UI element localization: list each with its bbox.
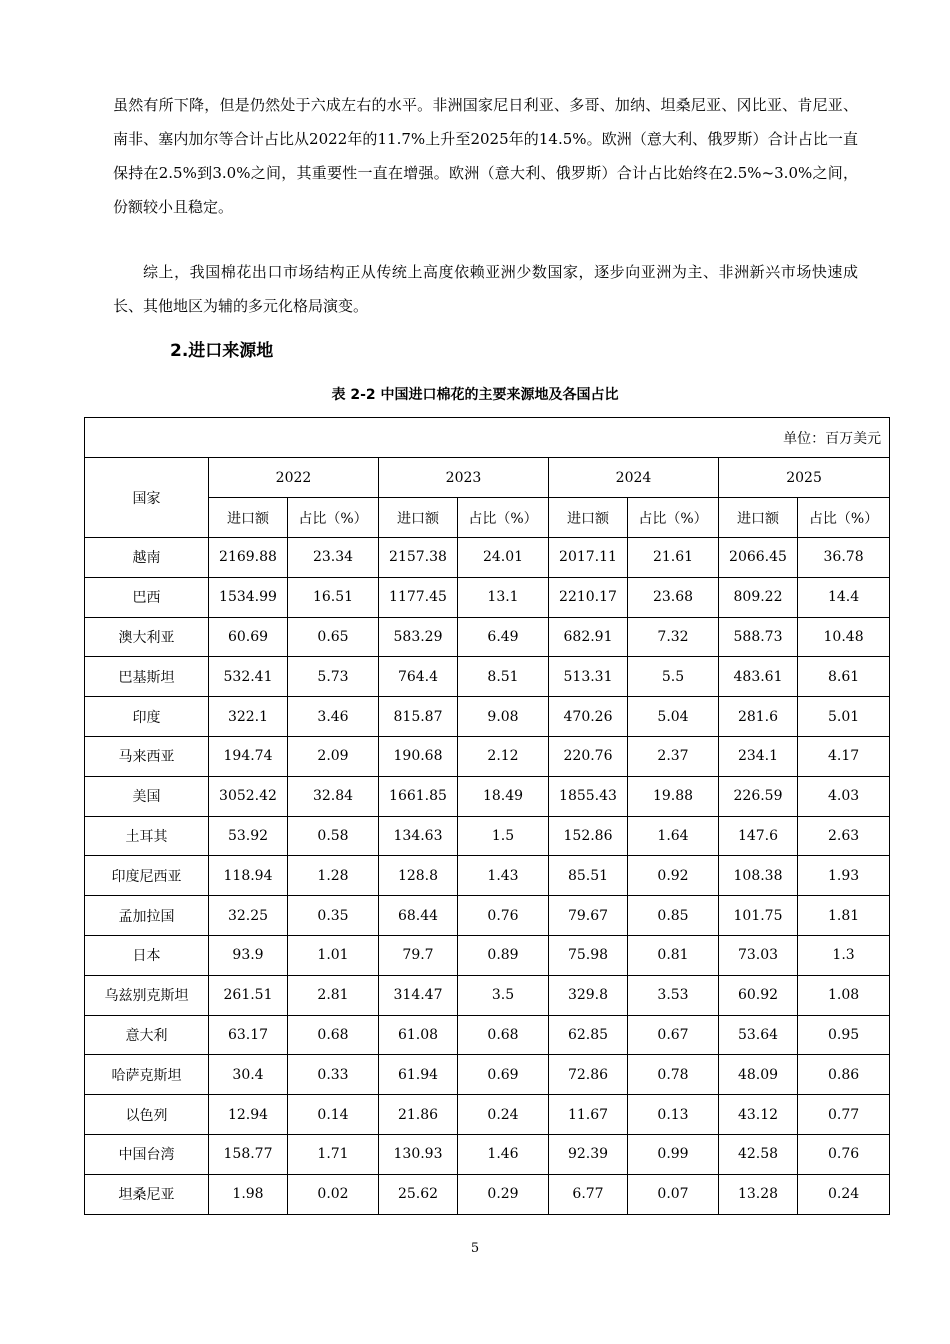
share-cell: 1.43	[458, 856, 549, 896]
import-sources-table	[84, 417, 890, 1215]
import-amount-cell: 147.6	[719, 816, 798, 856]
import-amount-cell: 194.74	[209, 736, 288, 776]
table-row	[85, 697, 890, 737]
share-cell: 2.63	[798, 816, 890, 856]
import-amount-cell: 3052.42	[209, 776, 288, 816]
share-cell: 0.85	[628, 896, 719, 936]
share-cell: 0.76	[798, 1134, 890, 1174]
import-amount-cell: 220.76	[549, 736, 628, 776]
import-amount-cell: 2210.17	[549, 577, 628, 617]
share-cell: 7.32	[628, 617, 719, 657]
table-row	[85, 1174, 890, 1214]
share-cell: 2.81	[288, 975, 379, 1015]
share-cell: 10.48	[798, 617, 890, 657]
share-cell: 5.73	[288, 657, 379, 697]
import-amount-header: 进口额	[549, 498, 628, 538]
share-header: 占比（%）	[628, 498, 719, 538]
table-row	[85, 856, 890, 896]
share-cell: 0.24	[458, 1095, 549, 1135]
share-cell: 0.68	[288, 1015, 379, 1055]
share-cell: 0.81	[628, 935, 719, 975]
import-amount-cell: 92.39	[549, 1134, 628, 1174]
import-amount-cell: 2017.11	[549, 538, 628, 578]
share-cell: 3.46	[288, 697, 379, 737]
year-header-row	[85, 458, 890, 498]
table-row	[85, 1055, 890, 1095]
import-amount-cell: 43.12	[719, 1095, 798, 1135]
import-amount-cell: 128.8	[379, 856, 458, 896]
share-cell: 2.37	[628, 736, 719, 776]
share-cell: 13.1	[458, 577, 549, 617]
share-cell: 5.01	[798, 697, 890, 737]
country-cell: 日本	[85, 935, 209, 975]
country-cell: 越南	[85, 538, 209, 578]
import-amount-cell: 6.77	[549, 1174, 628, 1214]
import-amount-cell: 483.61	[719, 657, 798, 697]
import-amount-cell: 118.94	[209, 856, 288, 896]
share-cell: 0.02	[288, 1174, 379, 1214]
country-cell: 哈萨克斯坦	[85, 1055, 209, 1095]
share-cell: 0.68	[458, 1015, 549, 1055]
share-cell: 0.13	[628, 1095, 719, 1135]
share-header: 占比（%）	[288, 498, 379, 538]
import-amount-header: 进口额	[209, 498, 288, 538]
share-cell: 14.4	[798, 577, 890, 617]
import-amount-cell: 53.64	[719, 1015, 798, 1055]
unit-label: 单位：百万美元	[85, 418, 890, 458]
import-amount-cell: 809.22	[719, 577, 798, 617]
import-amount-cell: 93.9	[209, 935, 288, 975]
country-cell: 土耳其	[85, 816, 209, 856]
import-amount-cell: 2157.38	[379, 538, 458, 578]
share-cell: 1.46	[458, 1134, 549, 1174]
import-amount-cell: 470.26	[549, 697, 628, 737]
share-cell: 32.84	[288, 776, 379, 816]
table-row	[85, 896, 890, 936]
import-amount-cell: 1.98	[209, 1174, 288, 1214]
table-row	[85, 736, 890, 776]
year-header: 2025	[719, 458, 890, 498]
import-amount-cell: 130.93	[379, 1134, 458, 1174]
share-cell: 0.92	[628, 856, 719, 896]
import-amount-cell: 190.68	[379, 736, 458, 776]
share-cell: 0.77	[798, 1095, 890, 1135]
import-amount-cell: 25.62	[379, 1174, 458, 1214]
table-row	[85, 577, 890, 617]
table-row	[85, 1095, 890, 1135]
share-cell: 16.51	[288, 577, 379, 617]
share-cell: 0.07	[628, 1174, 719, 1214]
import-amount-cell: 60.69	[209, 617, 288, 657]
import-amount-cell: 532.41	[209, 657, 288, 697]
import-amount-cell: 48.09	[719, 1055, 798, 1095]
table-row	[85, 776, 890, 816]
share-cell: 0.69	[458, 1055, 549, 1095]
import-amount-cell: 158.77	[209, 1134, 288, 1174]
share-cell: 1.3	[798, 935, 890, 975]
import-amount-cell: 79.7	[379, 935, 458, 975]
import-amount-cell: 152.86	[549, 816, 628, 856]
import-amount-cell: 72.86	[549, 1055, 628, 1095]
share-cell: 0.67	[628, 1015, 719, 1055]
import-amount-cell: 53.92	[209, 816, 288, 856]
import-amount-cell: 85.51	[549, 856, 628, 896]
import-amount-cell: 513.31	[549, 657, 628, 697]
country-cell: 澳大利亚	[85, 617, 209, 657]
import-amount-cell: 30.4	[209, 1055, 288, 1095]
import-amount-cell: 61.08	[379, 1015, 458, 1055]
import-amount-cell: 60.92	[719, 975, 798, 1015]
share-cell: 1.28	[288, 856, 379, 896]
table-row	[85, 975, 890, 1015]
share-cell: 4.17	[798, 736, 890, 776]
share-cell: 5.04	[628, 697, 719, 737]
table-row	[85, 816, 890, 856]
import-amount-cell: 1534.99	[209, 577, 288, 617]
share-cell: 0.78	[628, 1055, 719, 1095]
share-cell: 0.14	[288, 1095, 379, 1135]
import-amount-header: 进口额	[379, 498, 458, 538]
import-amount-cell: 62.85	[549, 1015, 628, 1055]
country-header: 国家	[85, 458, 209, 538]
import-amount-cell: 1177.45	[379, 577, 458, 617]
import-amount-cell: 2169.88	[209, 538, 288, 578]
share-cell: 1.81	[798, 896, 890, 936]
share-cell: 5.5	[628, 657, 719, 697]
country-cell: 巴西	[85, 577, 209, 617]
country-cell: 中国台湾	[85, 1134, 209, 1174]
table-row	[85, 1015, 890, 1055]
import-amount-cell: 322.1	[209, 697, 288, 737]
share-cell: 19.88	[628, 776, 719, 816]
import-amount-cell: 314.47	[379, 975, 458, 1015]
share-cell: 8.61	[798, 657, 890, 697]
share-header: 占比（%）	[798, 498, 890, 538]
share-cell: 23.34	[288, 538, 379, 578]
share-cell: 1.08	[798, 975, 890, 1015]
share-cell: 0.29	[458, 1174, 549, 1214]
import-amount-cell: 63.17	[209, 1015, 288, 1055]
table-row	[85, 617, 890, 657]
share-cell: 8.51	[458, 657, 549, 697]
import-amount-cell: 13.28	[719, 1174, 798, 1214]
import-amount-cell: 281.6	[719, 697, 798, 737]
share-cell: 1.01	[288, 935, 379, 975]
import-amount-cell: 588.73	[719, 617, 798, 657]
country-cell: 印度尼西亚	[85, 856, 209, 896]
share-cell: 1.71	[288, 1134, 379, 1174]
import-amount-cell: 261.51	[209, 975, 288, 1015]
country-cell: 坦桑尼亚	[85, 1174, 209, 1214]
share-cell: 21.61	[628, 538, 719, 578]
share-cell: 1.5	[458, 816, 549, 856]
table-caption: 表 2-2 中国进口棉花的主要来源地及各国占比	[331, 387, 619, 403]
share-cell: 36.78	[798, 538, 890, 578]
import-amount-cell: 1661.85	[379, 776, 458, 816]
import-amount-cell: 682.91	[549, 617, 628, 657]
share-cell: 24.01	[458, 538, 549, 578]
share-cell: 2.09	[288, 736, 379, 776]
share-cell: 9.08	[458, 697, 549, 737]
import-amount-cell: 234.1	[719, 736, 798, 776]
page-number: 5	[470, 1241, 480, 1256]
import-amount-cell: 75.98	[549, 935, 628, 975]
share-cell: 2.12	[458, 736, 549, 776]
share-cell: 0.58	[288, 816, 379, 856]
unit-row	[85, 418, 890, 458]
table-row	[85, 657, 890, 697]
country-cell: 巴基斯坦	[85, 657, 209, 697]
share-cell: 0.76	[458, 896, 549, 936]
country-cell: 印度	[85, 697, 209, 737]
share-cell: 0.99	[628, 1134, 719, 1174]
country-cell: 以色列	[85, 1095, 209, 1135]
share-cell: 0.33	[288, 1055, 379, 1095]
share-cell: 0.35	[288, 896, 379, 936]
country-cell: 马来西亚	[85, 736, 209, 776]
share-cell: 0.95	[798, 1015, 890, 1055]
share-cell: 3.5	[458, 975, 549, 1015]
import-amount-cell: 42.58	[719, 1134, 798, 1174]
import-amount-cell: 1855.43	[549, 776, 628, 816]
import-amount-cell: 101.75	[719, 896, 798, 936]
import-amount-cell: 73.03	[719, 935, 798, 975]
paragraph-export-markets: 虽然有所下降，但是仍然处于六成左右的水平。非洲国家尼日利亚、多哥、加纳、坦桑尼亚、冈比亚、肯尼亚、南非、塞内加尔等合计占比从2022年的11.7%上升至2025年的14.5%。欧洲（意大利、俄罗斯）合计占比一直保持在2.5%到3.0%之间，其重要性一直在增强。欧洲（意大利、俄罗斯）合计占比始终在2.5%~3.0%之间，份额较小且稳定。	[113, 96, 858, 216]
share-cell: 1.93	[798, 856, 890, 896]
section-title: 2.进口来源地	[170, 341, 274, 361]
share-cell: 6.49	[458, 617, 549, 657]
import-amount-cell: 11.67	[549, 1095, 628, 1135]
import-amount-cell: 21.86	[379, 1095, 458, 1135]
share-cell: 0.89	[458, 935, 549, 975]
share-cell: 0.65	[288, 617, 379, 657]
country-cell: 孟加拉国	[85, 896, 209, 936]
import-amount-header: 进口额	[719, 498, 798, 538]
table-row	[85, 935, 890, 975]
share-cell: 0.86	[798, 1055, 890, 1095]
import-amount-cell: 12.94	[209, 1095, 288, 1135]
share-cell: 3.53	[628, 975, 719, 1015]
share-cell: 0.24	[798, 1174, 890, 1214]
year-header: 2022	[209, 458, 379, 498]
import-amount-cell: 108.38	[719, 856, 798, 896]
share-header: 占比（%）	[458, 498, 549, 538]
import-amount-cell: 815.87	[379, 697, 458, 737]
import-amount-cell: 583.29	[379, 617, 458, 657]
import-amount-cell: 32.25	[209, 896, 288, 936]
table-row	[85, 1134, 890, 1174]
year-header: 2024	[549, 458, 719, 498]
import-amount-cell: 134.63	[379, 816, 458, 856]
share-cell: 18.49	[458, 776, 549, 816]
table-row	[85, 538, 890, 578]
import-amount-cell: 61.94	[379, 1055, 458, 1095]
import-amount-cell: 329.8	[549, 975, 628, 1015]
share-cell: 4.03	[798, 776, 890, 816]
paragraph-summary: 综上，我国棉花出口市场结构正从传统上高度依赖亚洲少数国家，逐步向亚洲为主、非洲新兴市场快速成长、其他地区为辅的多元化格局演变。	[113, 263, 858, 315]
share-cell: 23.68	[628, 577, 719, 617]
share-cell: 1.64	[628, 816, 719, 856]
import-amount-cell: 2066.45	[719, 538, 798, 578]
year-header: 2023	[379, 458, 549, 498]
country-cell: 意大利	[85, 1015, 209, 1055]
import-amount-cell: 764.4	[379, 657, 458, 697]
import-amount-cell: 79.67	[549, 896, 628, 936]
import-amount-cell: 226.59	[719, 776, 798, 816]
country-cell: 美国	[85, 776, 209, 816]
country-cell: 乌兹别克斯坦	[85, 975, 209, 1015]
import-amount-cell: 68.44	[379, 896, 458, 936]
